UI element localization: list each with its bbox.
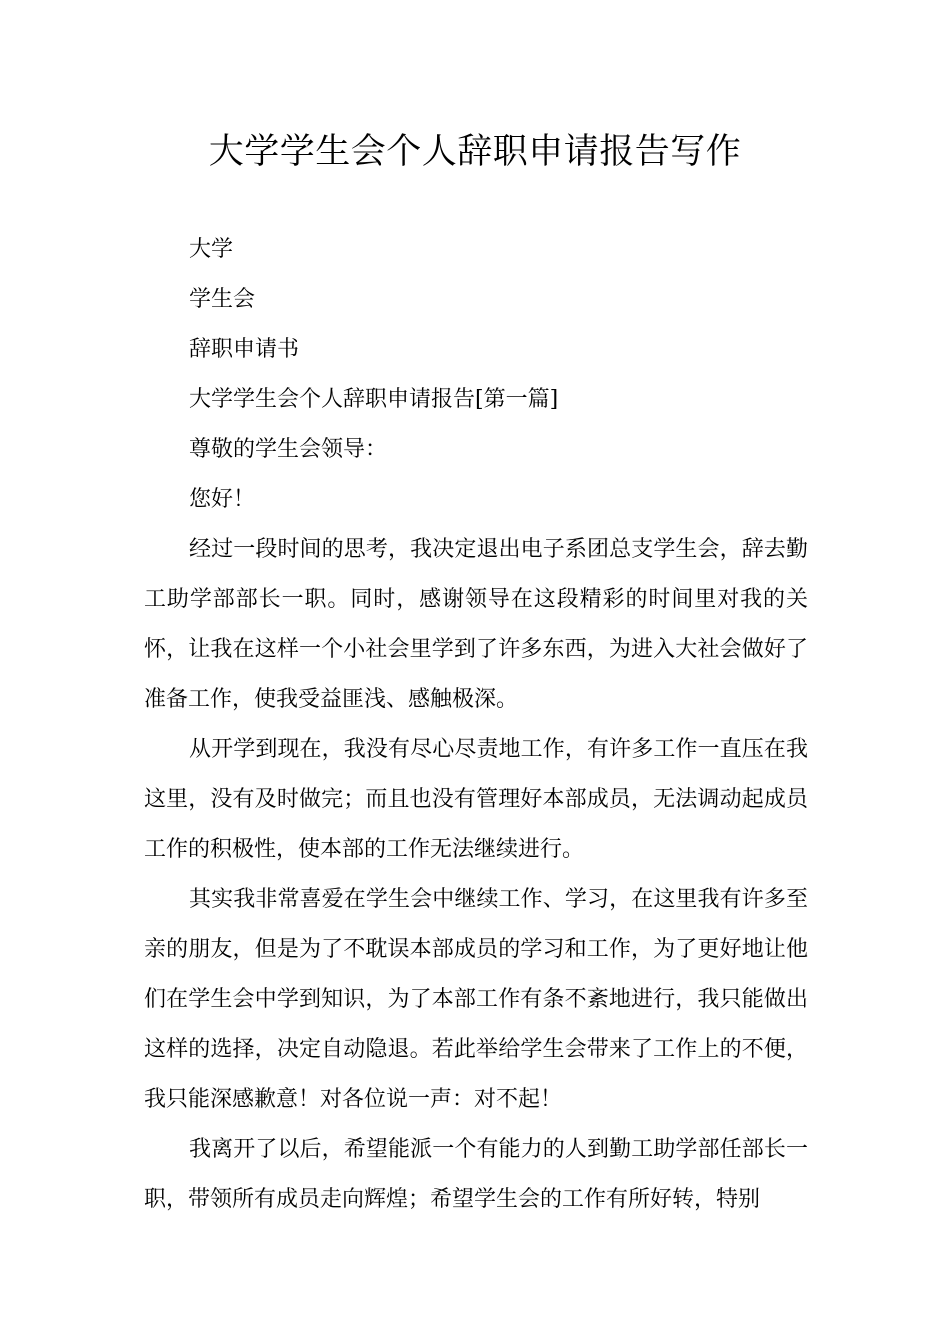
greeting: 您好！ [189, 487, 256, 512]
document-title: 大学学生会个人辞职申请报告写作 [208, 132, 742, 172]
document-body [144, 225, 808, 1225]
body-paragraph-2: 从开学到现在，我没有尽心尽责地工作，有许多工作一直压在我这里，没有及时做完；而且也没有管理好本部成员，无法调动起成员工作的积极性，使本部的工作无法继续进行。 [144, 737, 808, 862]
heading-line-university: 大学 [189, 237, 234, 262]
body-paragraph-3: 其实我非常喜爱在学生会中继续工作、学习，在这里我有许多至亲的朋友，但是为了不耽误本部成员的学习和工作，为了更好地让他们在学生会中学到知识，为了本部工作有条不紊地进行，我只能做出这样的选择，决定自动隐退。若此举给学生会带来了工作上的不便，我只能深感歉意！对各位说一声：对不起！ [144, 887, 808, 1112]
body-paragraph-4: 我离开了以后，希望能派一个有能力的人到勤工助学部任部长一职，带领所有成员走向辉煌；希望学生会的工作有所好转，特别 [144, 1137, 808, 1212]
heading-line-student-union: 学生会 [189, 287, 256, 312]
heading-line-resignation-letter: 辞职申请书 [189, 337, 300, 362]
salutation: 尊敬的学生会领导： [189, 437, 388, 462]
body-paragraph-1: 经过一段时间的思考，我决定退出电子系团总支学生会，辞去勤工助学部部长一职。同时，感谢领导在这段精彩的时间里对我的关怀，让我在这样一个小社会里学到了许多东西，为进入大社会做好了准备工作，使我受益匪浅、感触极深。 [144, 537, 808, 712]
section-heading: 大学学生会个人辞职申请报告[第一篇] [189, 387, 559, 412]
